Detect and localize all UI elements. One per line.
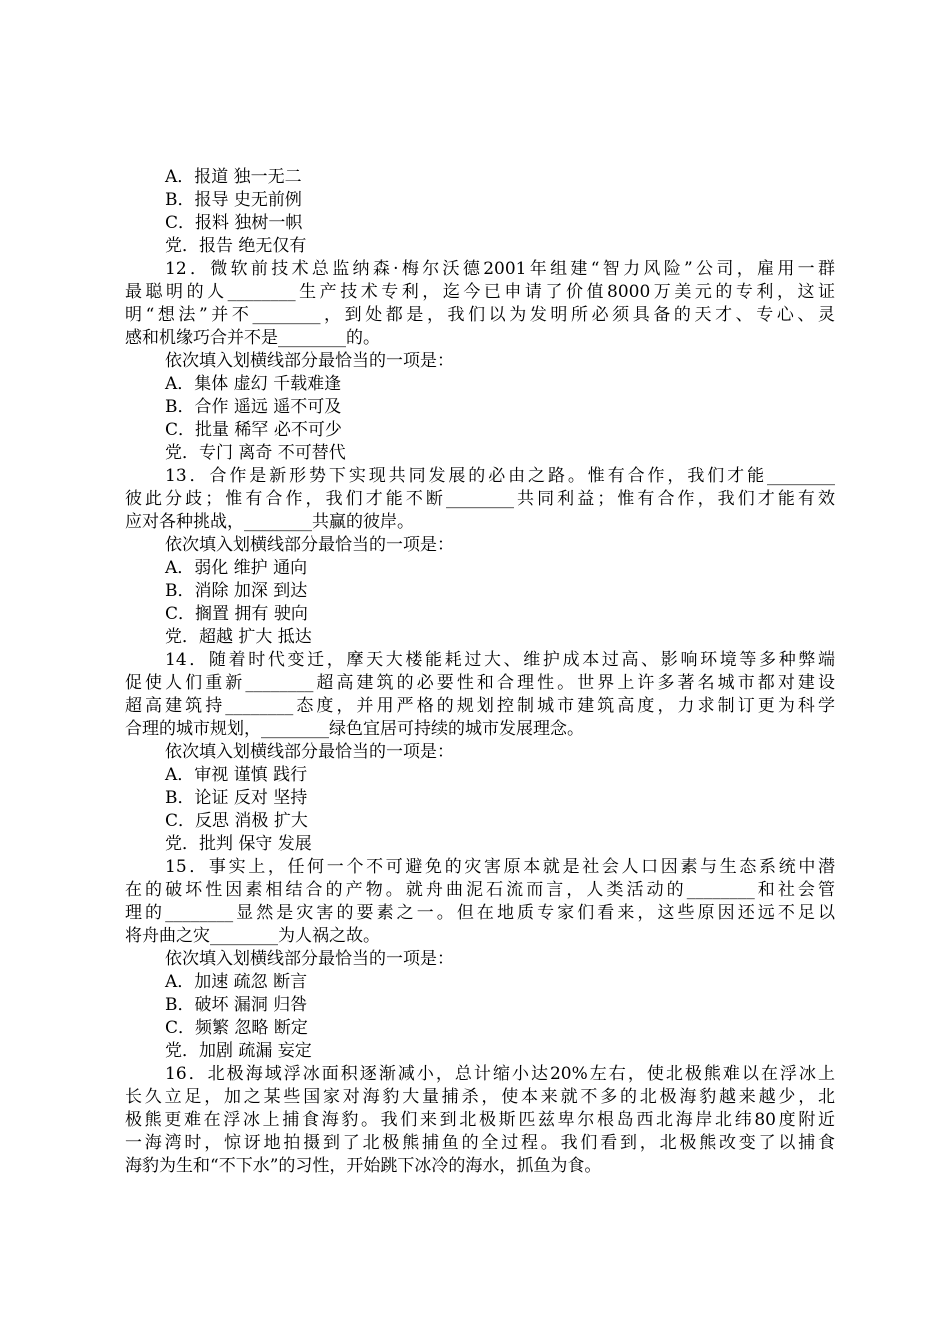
question-text-line: 海豹为生和“不下水”的习性，开始跳下冰冷的海水，抓鱼为食。 <box>125 1156 602 1176</box>
option-c: C．频繁 忽略 断定 <box>165 1018 308 1038</box>
option-c: C．搁置 拥有 驶向 <box>165 604 308 624</box>
question-instruction: 依次填入划横线部分最恰当的一项是： <box>165 351 454 371</box>
question-text-line: 14．随着时代变迁，摩天大楼能耗过大、维护成本过高、影响环境等多种弊端 <box>165 650 835 670</box>
option-a: A．弱化 维护 通向 <box>165 558 308 578</box>
question-text-line: 在的破坏性因素相结合的产物。就舟曲泥石流而言，人类活动的________和社会管 <box>125 880 835 900</box>
option-d: 党．超越 扩大 抵达 <box>165 627 312 647</box>
option-a: A．审视 谨慎 践行 <box>165 765 308 785</box>
option-d: 党．加剧 疏漏 妄定 <box>165 1041 312 1061</box>
option-b: B．消除 加深 到达 <box>165 581 308 601</box>
question-text-line: 长久立足，加之某些国家对海豹大量捕杀，使本来就不多的北极海豹越来越少，北 <box>125 1087 835 1107</box>
option-b: B．论证 反对 坚持 <box>165 788 308 808</box>
question-instruction: 依次填入划横线部分最恰当的一项是： <box>165 949 454 969</box>
option-d: 党．批判 保守 发展 <box>165 834 312 854</box>
option-c: C．报料 独树一帜 <box>165 213 303 233</box>
question-11-options <box>125 166 835 258</box>
question-14 <box>125 649 835 856</box>
option-c: C．反思 消极 扩大 <box>165 811 308 831</box>
question-16 <box>125 1063 835 1178</box>
question-text-line: 极熊更难在浮冰上捕食海豹。我们来到北极斯匹兹卑尔根岛西北海岸北纬80度附近 <box>125 1110 835 1130</box>
document-body <box>125 166 835 1178</box>
question-12 <box>125 258 835 465</box>
question-text-line: 12．微软前技术总监纳森·梅尔沃德2001年组建“智力风险”公司，雇用一群 <box>165 259 835 279</box>
question-text-line: 合理的城市规划，________绿色宜居可持续的城市发展理念。 <box>125 719 584 739</box>
question-text-line: 一海湾时，惊讶地拍摄到了北极熊捕鱼的全过程。我们看到，北极熊改变了以捕食 <box>125 1133 835 1153</box>
option-a: A．加速 疏忽 断言 <box>165 972 308 992</box>
question-text-line: 应对各种挑战，________共赢的彼岸。 <box>125 512 414 532</box>
question-text-line: 16．北极海域浮冰面积逐渐减小，总计缩小达20%左右，使北极熊难以在浮冰上 <box>165 1064 835 1084</box>
option-b: B．破坏 漏洞 归咎 <box>165 995 308 1015</box>
question-text-line: 15．事实上，任何一个不可避免的灾害原本就是社会人口因素与生态系统中潜 <box>165 857 835 877</box>
question-13 <box>125 465 835 649</box>
question-text-line: 感和机缘巧合并不是________的。 <box>125 328 380 348</box>
question-instruction: 依次填入划横线部分最恰当的一项是： <box>165 742 454 762</box>
question-text-line: 彼此分歧；惟有合作，我们才能不断________共同利益；惟有合作，我们才能有效 <box>125 489 835 509</box>
question-text-line: 明“想法”并不________，到处都是，我们以为发明所必须具备的天才、专心、灵 <box>125 305 835 325</box>
question-text-line: 理的________显然是灾害的要素之一。但在地质专家们看来，这些原因还远不足以 <box>125 903 835 923</box>
option-a: A．报道 独一无二 <box>165 167 302 187</box>
question-text-line: 最聪明的人________生产技术专利，迄今已申请了价值8000万美元的专利，这证 <box>125 282 835 302</box>
option-b: B．合作 遥远 遥不可及 <box>165 397 342 417</box>
question-text-line: 超高建筑持________态度，并用严格的规划控制城市建筑高度，力求制订更为科学 <box>125 696 835 716</box>
option-c: C．批量 稀罕 必不可少 <box>165 420 342 440</box>
option-a: A．集体 虚幻 千载难逢 <box>165 374 342 394</box>
question-15 <box>125 856 835 1063</box>
option-d: 党．专门 离奇 不可替代 <box>165 443 346 463</box>
question-text-line: 将舟曲之灾________为人祸之故。 <box>125 926 380 946</box>
question-text-line: 13．合作是新形势下实现共同发展的必由之路。惟有合作，我们才能________ <box>165 466 835 486</box>
question-instruction: 依次填入划横线部分最恰当的一项是： <box>165 535 454 555</box>
option-b: B．报导 史无前例 <box>165 190 302 210</box>
question-text-line: 促使人们重新________超高建筑的必要性和合理性。世界上许多著名城市都对建设 <box>125 673 835 693</box>
option-d: 党．报告 绝无仅有 <box>165 236 307 256</box>
